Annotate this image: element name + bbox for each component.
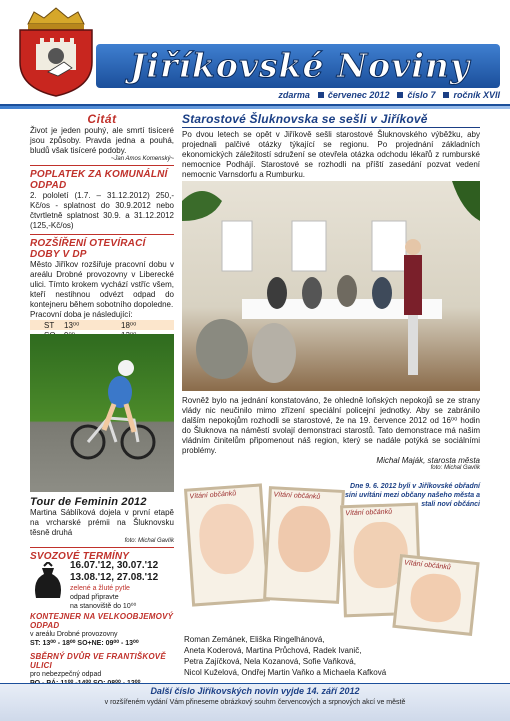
svoz-note-3: na stanoviště do 10⁰⁰ [70,603,137,610]
divider [30,547,174,548]
baby-frame: Vítání občánků [340,503,422,618]
citat-heading: Citát [87,112,117,126]
svoz-note-1: zelené a žluté pytle [70,585,130,592]
poplatek-text: 2. pololetí (1.7. – 31.12.2012) 250,- Kč/os - splatnost do 30.9.2012 nebo čtvrtletně splatnost 30.9. a 31.12.2012 (125,-Kč/os) [30,191,174,230]
baby-caption: Dne 9. 6. 2012 byli v Jiříkovské obřadní síni uvítáni mezi občany našeho města a stali noví občánci [345,483,480,508]
issue-number: číslo 7 [397,90,435,100]
footer-next-issue: Další číslo Jiříkovských novin vyjde 14. září 2012 [150,686,360,696]
newspaper-title: Jiříkovské Noviny [129,46,471,85]
main-article [182,112,480,180]
divider [30,165,174,166]
tour-block [30,496,174,562]
article-heading: Starostové Šluknovska se sešli v Jiříkově [182,112,428,126]
cyclist-photo [30,334,174,492]
article-continued [182,396,480,471]
header-stripe [0,106,510,109]
issue-date: červenec 2012 [318,90,390,100]
issue-info [228,88,500,102]
svoz-dates-2: 13.08.'12, 27.08.'12 [70,572,159,583]
dp-text: Město Jiříkov rozšiřuje pracovní dobu v areálu Drobné provozovny v Liberecké ulici. Tímto krokem vychází vstříc všem, kteří nestihnou odvézt odpad do kontejneru během sobotního dopoledne. [30,260,174,309]
baby-names: Roman Zemánek, Eliška Ringelhánová, Aneta Koderová, Martina Průchová, Radek Ivanič, Petra Zajíčková, Nela Kozanová, Sofie Vaňková, Nicol Kuželová, Ondřej Martin Vaňko a Michaela Kafková [184,635,387,677]
kontejner-block [30,612,178,688]
svoz-note-2: odpad připravte [70,594,119,601]
left-column [30,112,174,350]
divider [30,234,174,235]
kontejner-place: v areálu Drobné provozovny [30,631,118,638]
dp-heading: ROZŠÍŘENÍ OTEVÍRACÍ DOBY V DP [30,238,146,260]
sberny-place: pro nebezpečný odpad [30,671,102,678]
baby-frame: Vítání občánků [184,483,270,606]
table-row: ST 13⁰⁰ 18⁰⁰ [30,320,174,330]
issue-free: zdarma [278,90,310,100]
coat-of-arms-icon [14,6,98,98]
garbage-bag-icon [30,562,66,602]
svoz-heading: SVOZOVÉ TERMÍNY [30,551,130,562]
issue-volume: ročník XVII [443,90,500,100]
tour-heading: Tour de Feminin 2012 [30,496,147,508]
svoz-details [70,560,176,611]
kontejner-hours: ST: 13⁰⁰ - 18⁰⁰ SO+NE: 09⁰⁰ - 13⁰⁰ [30,640,139,647]
baby-frame: Vítání občánků [392,554,479,636]
citat-author: ~Jan Amos Komenský~ [110,156,174,162]
citat-text: Život je jeden pouhý, ale smrtí tisíceré jsou způsoby. Pravda jedna a pouhá, bludů však tisíceré podoby. [30,126,174,155]
meeting-photo [182,181,480,391]
tour-credit: foto: Michal Gavlík [124,538,174,544]
article-signature: Michal Maják, starosta města [376,456,480,465]
tour-text: Martina Sáblíková dojela v první etapě na vrcharské prémii na Šluknovsku těsně druhá [30,508,174,537]
baby-frame: Vítání občánků [263,486,345,604]
footer-note: v rozšířeném vydání Vám přineseme obrázkový souhrn červencových a srpnových akcí ve městě [104,699,406,706]
svoz-dates-1: 16.07.'12, 30.07.'12 [70,560,159,571]
poplatek-heading: POPLATEK ZA KOMUNÁLNÍ ODPAD [30,169,168,191]
article-intro: Po dvou letech se opět v Jiříkově sešli starostové Šluknovského výběžku, aby projednali palčivé otázky týkající se regionu. Po projednání základních ekonomických záležitostí sdružení se otevřela otázka odchodu lékařů z rumburské nemocnice Podhájí. Starostové se rozhodli na příští zasedání pozvat vedení nemocnic Varnsdorfu a Rumburku. [182,130,480,179]
sberny-heading: SBĚRNÝ DVŮR VE FRANTIŠKOVĚ ULICI [30,652,166,670]
article-body: Rovněž bylo na jednání konstatováno, že ohledně loňských nepokojů se ze strany vlády nic neučinilo mimo zřízení speciální policejní jednotky. Aby se zabránilo dalším nepokojům rozhodli se starostové, že na 19. července 2012 od 16⁰⁰ hodin do Šluknova na náměstí svolají demonstraci starostů. Tato demonstrace má našim vládním činitelům připomenout náš region, který se nadále potýká se sociálními problémy. [182,396,480,455]
article-credit: foto: Michal Gavlík [430,465,480,471]
dp-hours-label: Pracovní doba je následující: [30,310,133,319]
kontejner-heading: KONTEJNER NA VELKOOBJEMOVÝ ODPAD [30,612,174,630]
divider [182,127,480,128]
